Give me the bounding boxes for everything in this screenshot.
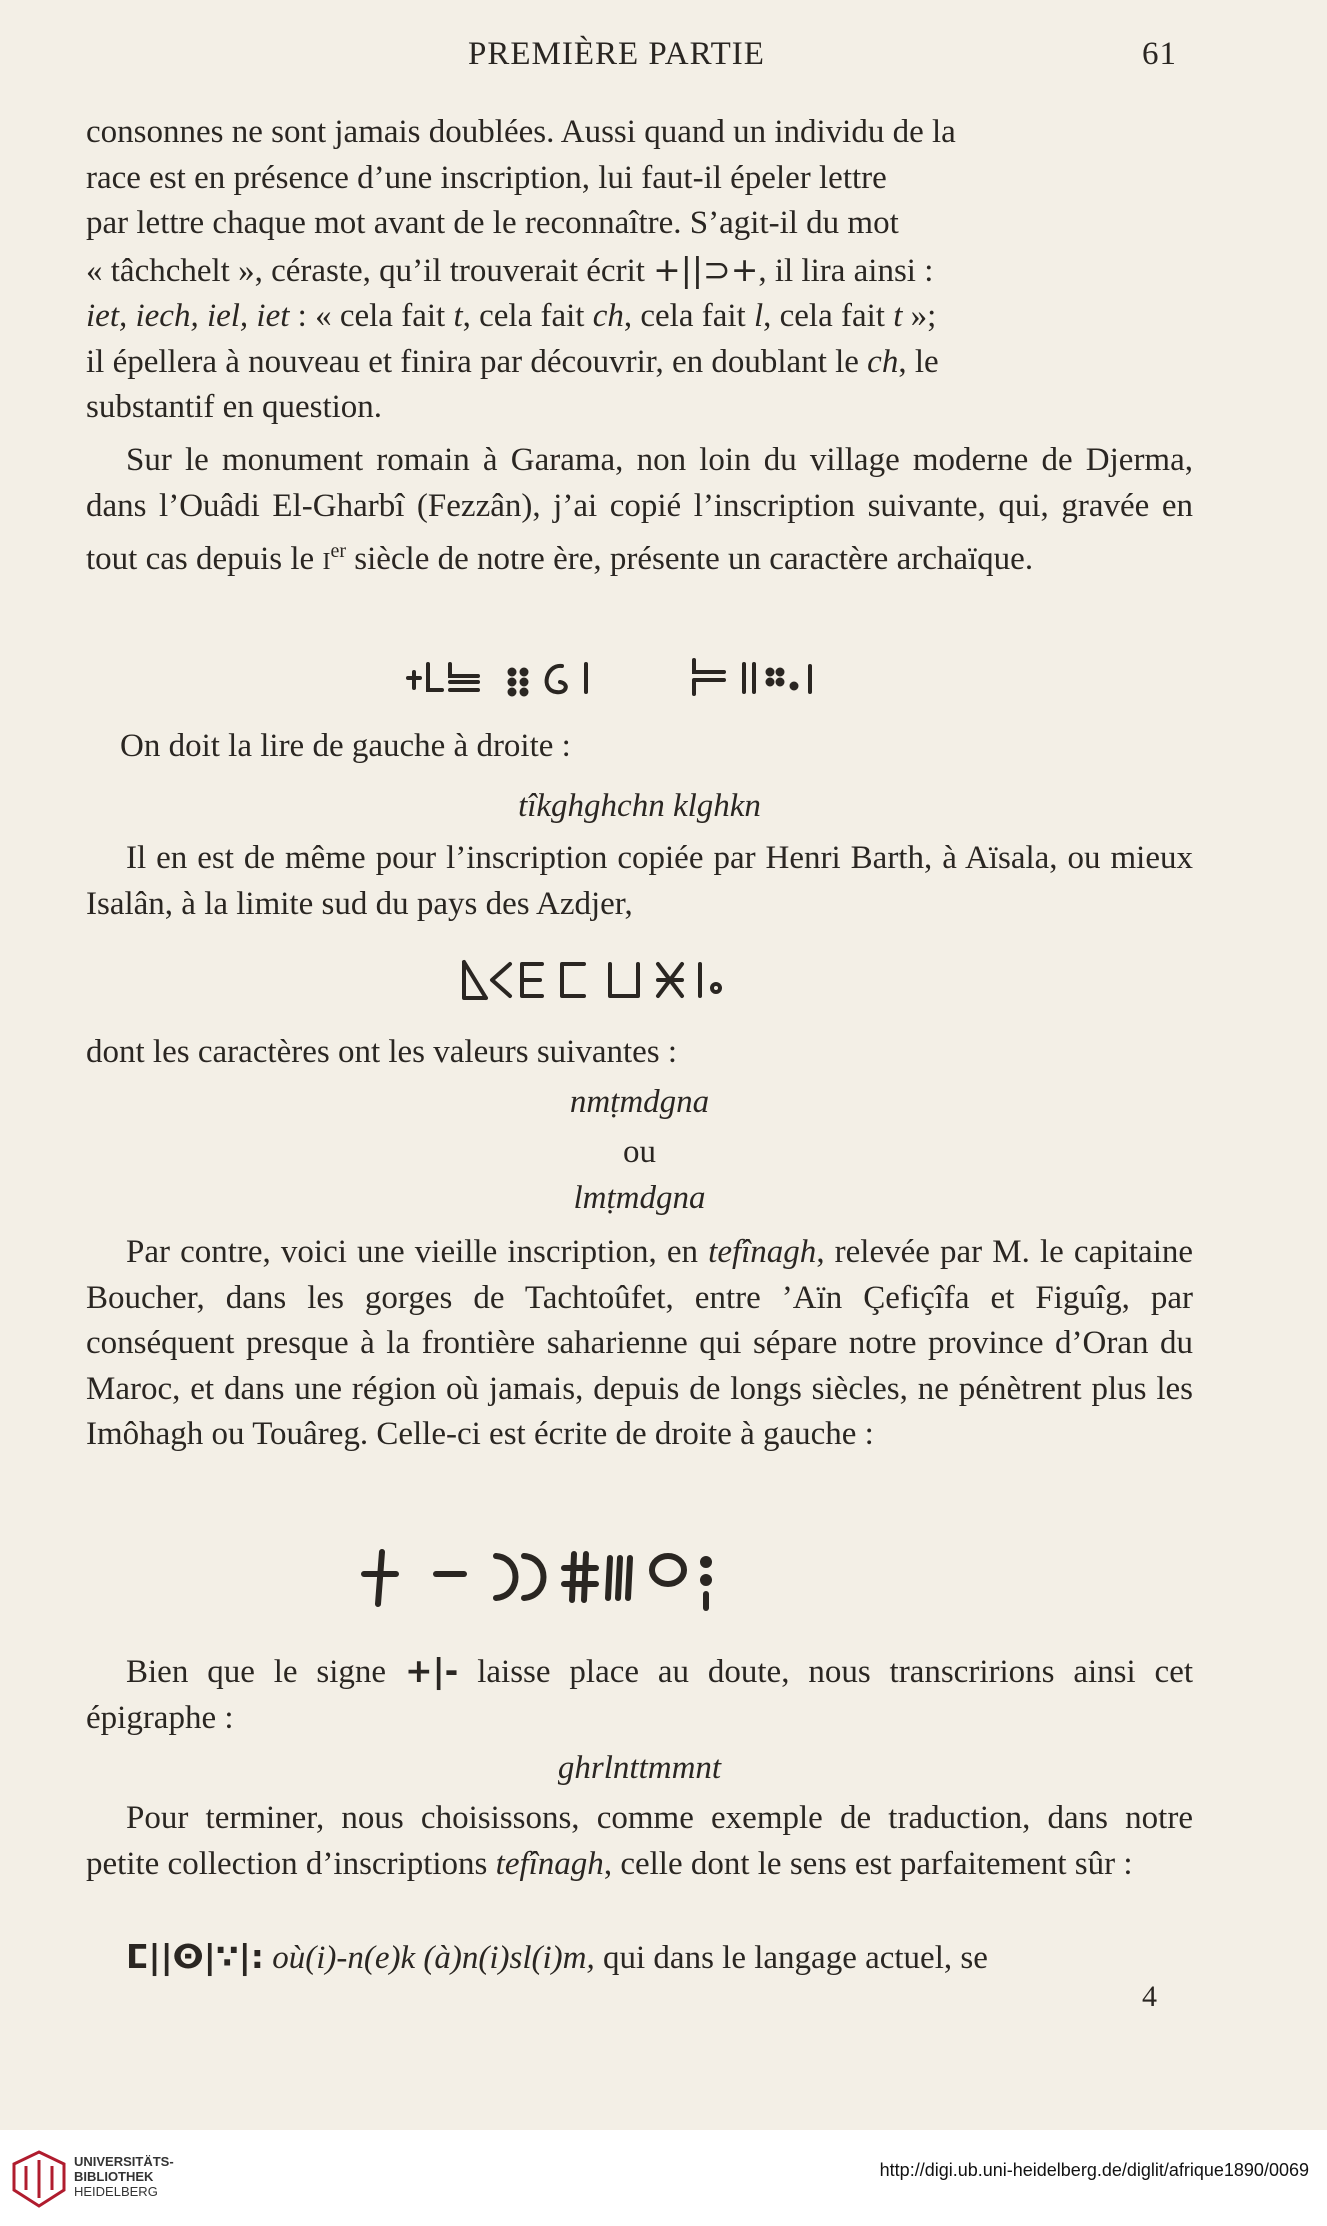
tifinagh-inscription-image <box>390 650 910 710</box>
transcription-2: nmṭmdgna <box>569 1084 710 1120</box>
conjunction-or: ou <box>623 1134 656 1170</box>
paragraph-4: Il en est de même pour l’inscription copiée par Henri Barth, à Aïsala, ou mieux Isalân, à la limite sud du pays des Azdjer, <box>86 840 1193 922</box>
line: par lettre chaque mot avant de le reconnaître. S’agit-il du mot <box>86 205 899 241</box>
library-name: UNIVERSITÄTS- BIBLIOTHEK HEIDELBERG <box>74 2154 174 2199</box>
transcription-1: tîkghghchn klghkn <box>518 788 761 824</box>
transcription-4: ghrlnttmmnt <box>557 1750 722 1786</box>
line: iet, iech, iel, iet : « cela fait t, cela fait ch, cela fait l, cela fait t »; <box>86 298 937 334</box>
paragraph-7: Bien que le signe +|- laisse place au doute, nous transcririons ainsi cet épigraphe : <box>86 1651 1194 1736</box>
paragraph-8: Pour terminer, nous choisissons, comme exemple de traduction, dans notre petite collection d’inscriptions tefînagh, celle dont le sens est parfaitement sûr : <box>86 1800 1193 1882</box>
paragraph-2: Sur le monument romain à Garama, non loin du village moderne de Djerma, dans l’Ouâdi El-Gharbî (Fezzân), j’ai copié l’inscription suivante, qui, gravée en tout cas depuis le Ier siècle de notre ère, présente un caractère archaïque. <box>86 442 1193 577</box>
digitization-footer <box>0 2130 1327 2226</box>
page-number: 61 <box>1142 36 1177 72</box>
line: il épellera à nouveau et finira par découvrir, en doublant le ch, le <box>86 343 939 380</box>
running-header <box>88 36 1177 82</box>
line: consonnes ne sont jamais doublées. Aussi quand un individu de la <box>86 114 956 150</box>
paragraph-5: dont les caractères ont les valeurs suivantes : <box>86 1034 678 1070</box>
paragraph-9: ⵎ||ⵙ|∵|: où(i)-n(e)k (à)n(i)sl(i)m, qui dans le langage actuel, se <box>126 1937 988 1976</box>
source-url[interactable]: http://digi.ub.uni-heidelberg.de/diglit/afrique1890/0069 <box>879 2160 1309 2180</box>
inscription-tachtoufet <box>356 1534 936 1624</box>
line: « tâchchelt », céraste, qu’il trouverait écrit +||⊃+, il lira ainsi : <box>86 249 934 289</box>
tifinagh-inscription-image <box>356 1534 936 1624</box>
inscription-garama <box>390 650 910 710</box>
page-title: PREMIÈRE PARTIE <box>468 36 765 72</box>
signature-mark: 4 <box>1142 1980 1157 2013</box>
inscription-barth <box>460 950 880 1020</box>
transcription-3: lmṭmdgna <box>573 1180 706 1216</box>
library-logo-icon <box>12 2150 66 2208</box>
tifinagh-sign: +|- <box>404 1651 459 1690</box>
paragraph-1 <box>86 110 1193 431</box>
paragraph-3: On doit la lire de gauche à droite : <box>120 728 571 764</box>
tifinagh-inscription: ⵎ||ⵙ|∵|: <box>126 1937 264 1976</box>
line: race est en présence d’une inscription, lui faut-il épeler lettre <box>86 159 887 196</box>
tifinagh-word: +||⊃+ <box>653 249 759 289</box>
line: substantif en question. <box>86 389 383 425</box>
paragraph-6: Par contre, voici une vieille inscription, en tefînagh, relevée par M. le capitaine Boucher, dans les gorges de Tachtoûfet, entre ’Aïn Çefiçîfa et Figuîg, par conséquent presque à la frontière saharienne qui sépare notre province d’Oran du Maroc, et dans une région où jamais, depuis de longs siècles, ne pénètrent plus les Imôhagh ou Touâreg. Celle-ci est écrite de droite à gauche : <box>86 1234 1194 1452</box>
tifinagh-inscription-image <box>460 950 880 1020</box>
